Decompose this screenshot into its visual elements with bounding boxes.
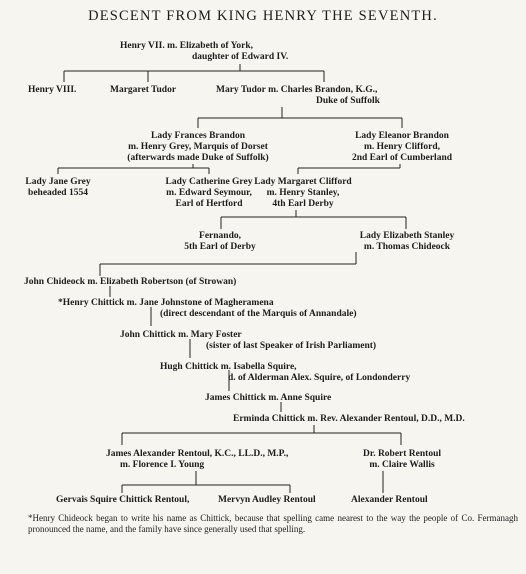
robert-rentoul-line2: m. Claire Wallis bbox=[369, 460, 435, 470]
fernando-line1: Fernando, bbox=[199, 231, 241, 241]
john-chittick-line2: (sister of last Speaker of Irish Parliament) bbox=[206, 341, 377, 351]
hugh-chittick-line1: Hugh Chittick m. Isabella Squire, bbox=[160, 362, 297, 372]
james-chittick: James Chittick m. Anne Squire bbox=[205, 393, 332, 403]
eleanor-brandon-line1: Lady Eleanor Brandon bbox=[355, 131, 449, 141]
catherine-grey-line2: m. Edward Seymour, bbox=[166, 188, 252, 198]
henry-viii-name: Henry VIII. bbox=[28, 85, 77, 95]
james-alexander-rentoul-line1: James Alexander Rentoul, K.C., LL.D., M.P., bbox=[106, 449, 289, 459]
margaret-clifford-line3: 4th Earl Derby bbox=[272, 199, 334, 209]
jane-grey-line1: Lady Jane Grey bbox=[25, 177, 91, 187]
henry-vii-line1: Henry VII. m. Elizabeth of York, bbox=[120, 41, 253, 51]
robert-rentoul-line1: Dr. Robert Rentoul bbox=[362, 449, 442, 459]
erminda-chittick: Erminda Chittick m. Rev. Alexander Rentoul, D.D., M.D. bbox=[233, 414, 465, 424]
henry-chittick-line1: *Henry Chittick m. Jane Johnstone of Magheramena bbox=[58, 298, 274, 308]
james-alexander-rentoul-line2: m. Florence I. Young bbox=[120, 460, 205, 470]
john-chittick-line1: John Chittick m. Mary Foster bbox=[120, 330, 242, 340]
jane-grey-line2: beheaded 1554 bbox=[28, 188, 88, 198]
john-chideock: John Chideock m. Elizabeth Robertson (of Strowan) bbox=[24, 277, 237, 287]
hugh-chittick-line2: d. of Alderman Alex. Squire, of Londonderry bbox=[228, 373, 411, 383]
gervais-rentoul: Gervais Squire Chittick Rentoul, bbox=[56, 495, 190, 505]
eleanor-brandon-line2: m. Henry Clifford, bbox=[364, 142, 440, 152]
margaret-clifford-line2: m. Henry Stanley, bbox=[266, 188, 340, 198]
henry-chittick-line2: (direct descendant of the Marquis of Annandale) bbox=[160, 309, 357, 319]
mary-tudor-line2: Duke of Suffolk bbox=[316, 96, 380, 106]
fernando-line2: 5th Earl of Derby bbox=[184, 242, 256, 252]
elizabeth-stanley-line2: m. Thomas Chideock bbox=[363, 242, 451, 252]
henry-vii-line2: daughter of Edward IV. bbox=[192, 52, 289, 62]
mary-tudor-line1: Mary Tudor m. Charles Brandon, K.G., bbox=[216, 85, 378, 95]
frances-brandon-line3: (afterwards made Duke of Suffolk) bbox=[127, 153, 269, 163]
elizabeth-stanley-line1: Lady Elizabeth Stanley bbox=[359, 231, 455, 241]
frances-brandon-line1: Lady Frances Brandon bbox=[151, 131, 245, 141]
margaret-tudor-name: Margaret Tudor bbox=[110, 85, 177, 95]
margaret-clifford-line1: Lady Margaret Clifford bbox=[254, 177, 352, 187]
catherine-grey-line3: Earl of Hertford bbox=[175, 199, 243, 209]
catherine-grey-line1: Lady Catherine Grey bbox=[165, 177, 253, 187]
eleanor-brandon-line3: 2nd Earl of Cumberland bbox=[351, 153, 453, 163]
mervyn-rentoul: Mervyn Audley Rentoul bbox=[218, 495, 316, 505]
alexander-rentoul: Alexander Rentoul bbox=[351, 495, 428, 505]
footnote: *Henry Chideock began to write his name as Chittick, because that spelling came nearest to the way the people of Co. Fermanagh pronounced the name, and the family have since generally used that spelling. bbox=[28, 513, 518, 534]
page-title: DESCENT FROM KING HENRY THE SEVENTH. bbox=[88, 8, 438, 24]
frances-brandon-line2: m. Henry Grey, Marquis of Dorset bbox=[128, 142, 268, 152]
